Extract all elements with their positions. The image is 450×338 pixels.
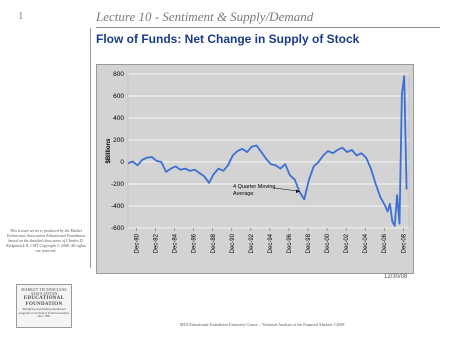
slide-title: Flow of Funds: Net Change in Supply of Stock <box>96 32 360 46</box>
logo-line-2: EDUCATIONAL FOUNDATION <box>23 296 65 307</box>
y-tick-label: 800 <box>113 71 124 78</box>
x-tick-label: Dec-98 <box>306 234 313 254</box>
y-axis-label: $Billions <box>106 138 112 164</box>
x-tick-label: Dec-80 <box>134 234 141 254</box>
x-tick-label: Dec-96 <box>286 234 293 254</box>
y-tick-label: 0 <box>120 159 124 166</box>
credit-note: This lecture series is produced by the Market Technicians Association Educational Foundation based on the detailed class notes of Charles D. Kirkpatrick II, CMT Copyright © 2008. All rights are reserved. <box>6 228 86 253</box>
x-tick-label: Dec-02 <box>344 234 351 254</box>
slide-number: 1 <box>18 10 24 22</box>
y-tick-label: -600 <box>110 225 124 232</box>
y-tick-labels <box>111 71 124 232</box>
chart <box>96 64 414 274</box>
x-tick-label: Dec-84 <box>172 234 179 254</box>
logo-line-3: Identifying and funding educational programs in the field of technical analysis since 1991 <box>18 307 70 319</box>
plot-area <box>128 74 409 228</box>
y-tick-label: 600 <box>113 93 124 100</box>
x-tick-label: Dec-92 <box>248 234 255 254</box>
y-tick-label: -400 <box>110 203 124 210</box>
mta-logo <box>16 284 72 328</box>
x-tick-label: Dec-00 <box>325 234 332 254</box>
x-tick-label: Dec-82 <box>153 234 160 254</box>
lecture-title: Lecture 10 - Sentiment & Supply/Demand <box>96 9 314 24</box>
footer-text: MTA Educational Foundation University Course – Technical Analysis of the Financial Markets ©2009 <box>180 322 345 327</box>
y-tick-label: -200 <box>110 181 124 188</box>
x-tick-label: Dec-90 <box>229 234 236 254</box>
x-tick-label: Dec-08 <box>401 234 408 254</box>
x-tick-label: Dec-86 <box>191 234 198 254</box>
x-tick-label: Dec-04 <box>363 234 370 254</box>
y-tick-label: 200 <box>113 137 124 144</box>
x-tick-label: Dec-88 <box>210 234 217 254</box>
annotation-line-1: 4 Quarter Moving <box>233 184 276 190</box>
chart-date: 12/30/08 <box>384 274 408 280</box>
x-tick-label: Dec-94 <box>267 234 274 254</box>
y-tick-label: 400 <box>113 115 124 122</box>
x-tick-labels <box>135 228 408 253</box>
logo-line-1: MARKET TECHNICIANS ASSOCIATION <box>21 288 67 296</box>
x-tick-label: Dec-06 <box>382 234 389 254</box>
left-divider <box>90 28 91 268</box>
annotation-line-2: Average <box>233 191 254 197</box>
header-rule <box>96 27 440 28</box>
